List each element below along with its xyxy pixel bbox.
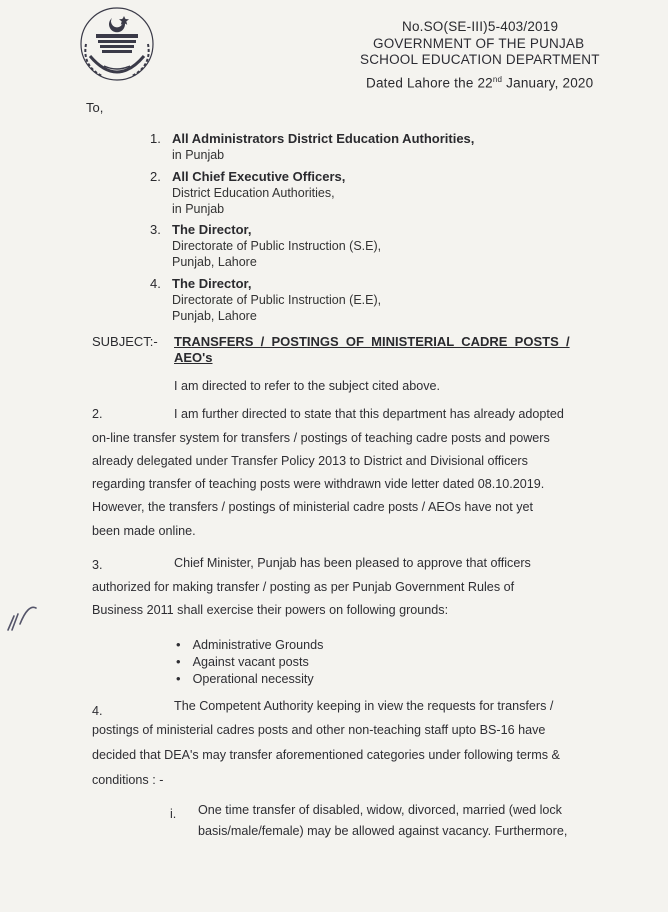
bullet-item <box>176 654 309 669</box>
paragraph-3-line: authorized for making transfer / posting as per Punjab Government Rules of <box>92 580 515 594</box>
dated-suffix: January, 2020 <box>502 75 594 91</box>
paragraph-4-first-line: The Competent Authority keeping in view the requests for transfers / <box>174 699 554 713</box>
paragraph-4-number: 4. <box>92 704 103 718</box>
recipient-4-line: Directorate of Public Instruction (E.E), <box>172 293 382 307</box>
dated-line <box>366 75 593 91</box>
recipient-3-number: 3. <box>150 222 161 237</box>
paragraph-2-line: However, the transfers / postings of ministerial cadre posts / AEOs have not yet <box>92 500 533 514</box>
recipient-4-title: The Director, <box>172 276 252 291</box>
paragraph-2-line: regarding transfer of teaching posts were withdrawn vide letter dated 08.10.2019. <box>92 477 545 491</box>
recipient-3-line: Directorate of Public Instruction (S.E), <box>172 239 382 253</box>
government-title: GOVERNMENT OF THE PUNJAB <box>373 36 585 51</box>
paragraph-2-first-line: I am further directed to state that this department has already adopted <box>174 407 564 421</box>
bullet-dot-icon: • <box>176 671 181 686</box>
recipient-1-number: 1. <box>150 131 161 146</box>
recipient-2-title: All Chief Executive Officers, <box>172 169 346 184</box>
paragraph-3-first-line: Chief Minister, Punjab has been pleased to approve that officers <box>174 556 531 570</box>
bullet-dot-icon: • <box>176 654 181 669</box>
recipient-1-title: All Administrators District Education Authorities, <box>172 131 475 146</box>
bullet-text: Administrative Grounds <box>192 638 324 652</box>
paragraph-3-number: 3. <box>92 558 103 572</box>
dated-prefix: Dated Lahore the 22 <box>366 75 493 91</box>
handwritten-mark-icon <box>2 600 42 640</box>
subject-label: SUBJECT:- <box>92 334 158 349</box>
bullet-text: Against vacant posts <box>192 655 309 669</box>
recipient-3-line: Punjab, Lahore <box>172 255 257 269</box>
to-label: To, <box>86 100 104 115</box>
department-title: SCHOOL EDUCATION DEPARTMENT <box>360 52 600 67</box>
bullet-item <box>176 637 323 652</box>
bullet-item <box>176 671 314 686</box>
paragraph-2-line: already delegated under Transfer Policy 2013 to District and Divisional officers <box>92 454 528 468</box>
item-i-line-2: basis/male/female) may be allowed against vacancy. Furthermore, <box>198 824 568 838</box>
bullet-text: Operational necessity <box>192 672 314 686</box>
item-i-number: i. <box>170 807 177 821</box>
paragraph-3-last-line: Business 2011 shall exercise their powers on following grounds: <box>92 603 449 617</box>
recipient-2-number: 2. <box>150 169 161 184</box>
recipient-2-line: District Education Authorities, <box>172 186 335 200</box>
paragraph-4-line: postings of ministerial cadres posts and other non-teaching staff upto BS-16 have <box>92 723 546 737</box>
paragraph-4-line: decided that DEA's may transfer aforementioned categories under following terms & <box>92 748 560 762</box>
paragraph-4-last-line: conditions : - <box>92 773 164 787</box>
reference-number: No.SO(SE-III)5-403/2019 <box>402 19 559 34</box>
bullet-dot-icon: • <box>176 637 181 652</box>
recipient-3-title: The Director, <box>172 222 252 237</box>
paragraph-2-line: on-line transfer system for transfers / postings of teaching cadre posts and powers <box>92 431 550 445</box>
dated-sup: nd <box>492 75 503 84</box>
subject-line-1: TRANSFERS / POSTINGS OF MINISTERIAL CADRE POSTS / <box>174 334 570 349</box>
recipient-4-number: 4. <box>150 276 161 291</box>
paragraph-1: I am directed to refer to the subject cited above. <box>174 379 441 393</box>
recipient-4-line: Punjab, Lahore <box>172 309 257 323</box>
item-i-line-1: One time transfer of disabled, widow, divorced, married (wed lock <box>198 803 562 817</box>
paragraph-2-last-line: been made online. <box>92 524 196 538</box>
subject-line-2: AEO's <box>174 350 213 365</box>
punjab-emblem-icon <box>72 4 162 84</box>
recipient-1-line: in Punjab <box>172 148 225 162</box>
paragraph-2-number: 2. <box>92 407 103 421</box>
recipient-2-line: in Punjab <box>172 202 225 216</box>
